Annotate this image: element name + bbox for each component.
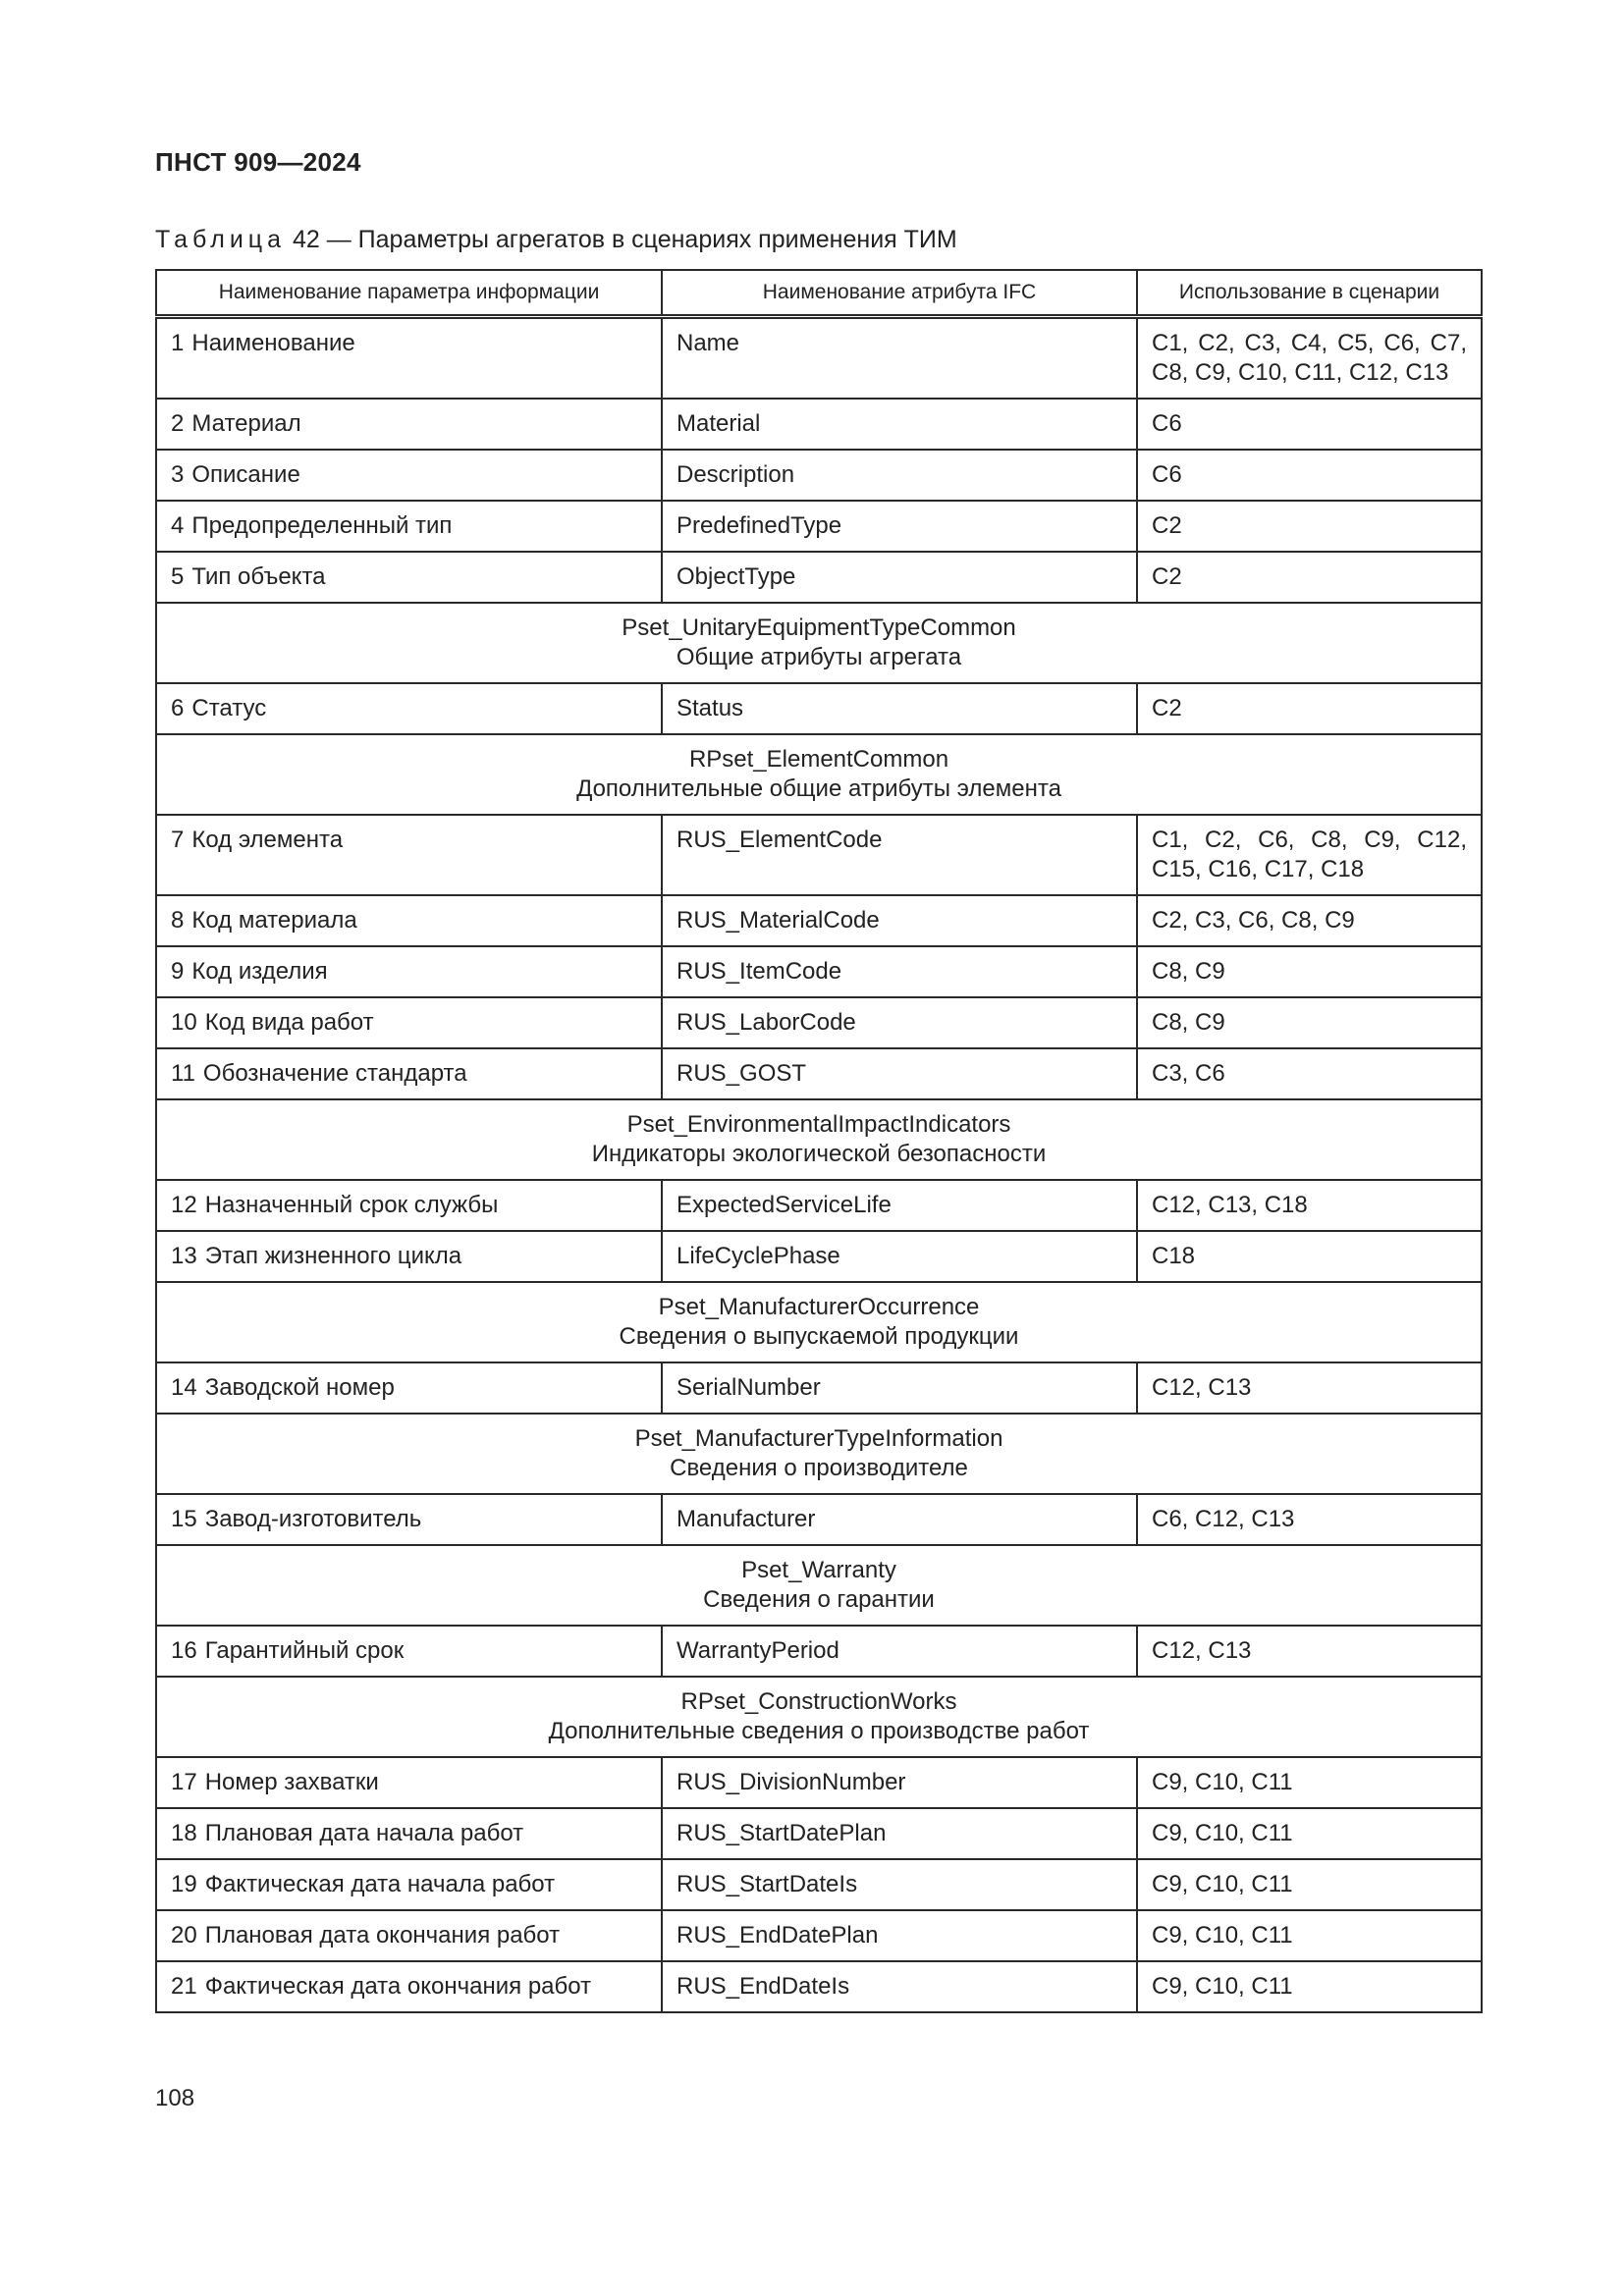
parameter-cell <box>156 552 662 603</box>
ifc-attribute-cell: WarrantyPeriod <box>662 1626 1137 1677</box>
parameter-number: 12 <box>171 1192 197 1218</box>
parameter-cell <box>156 1231 662 1282</box>
usage-cell: C6 <box>1137 399 1482 450</box>
usage-cell: C1, C2, C6, C8, C9, C12, C15, C16, C17, C18 <box>1137 815 1482 895</box>
table-row <box>156 946 1482 997</box>
parameter-cell <box>156 683 662 734</box>
usage-cell: C12, C13 <box>1137 1626 1482 1677</box>
parameter-name: Номер захватки <box>204 1769 379 1795</box>
parameter-name: Фактическая дата начала работ <box>204 1871 556 1897</box>
parameter-cell <box>156 1362 662 1414</box>
parameter-name: Код материала <box>191 907 357 934</box>
table-row <box>156 815 1482 895</box>
table-row <box>156 1626 1482 1677</box>
parameter-cell <box>156 317 662 400</box>
parameter-number: 20 <box>171 1922 197 1949</box>
column-header-ifc-attribute: Наименование атрибута IFC <box>662 270 1137 317</box>
group-pset-name: Pset_EnvironmentalImpactIndicators <box>626 1111 1011 1138</box>
table-row <box>156 450 1482 501</box>
parameter-name: Плановая дата начала работ <box>204 1820 524 1846</box>
parameter-number: 19 <box>171 1871 197 1897</box>
parameter-number: 1 <box>171 330 185 356</box>
parameter-number: 13 <box>171 1243 197 1269</box>
parameter-name: Назначенный срок службы <box>204 1192 499 1218</box>
parameter-cell <box>156 1808 662 1859</box>
parameter-cell <box>156 501 662 552</box>
group-pset-name: Pset_ManufacturerOccurrence <box>658 1294 980 1320</box>
table-caption-word: Таблица <box>155 226 287 253</box>
group-pset-name: RPset_ElementCommon <box>688 746 949 773</box>
group-description: Индикаторы экологической безопасности <box>591 1141 1047 1167</box>
group-heading <box>156 1099 1482 1180</box>
parameter-name: Заводской номер <box>204 1374 395 1401</box>
group-row <box>156 1545 1482 1626</box>
parameter-number: 16 <box>171 1637 197 1664</box>
parameter-cell <box>156 1910 662 1961</box>
parameter-number: 4 <box>171 512 185 539</box>
parameter-number: 21 <box>171 1973 197 2000</box>
parameter-name: Тип объекта <box>191 563 326 590</box>
usage-cell: C2 <box>1137 552 1482 603</box>
usage-cell: C12, C13 <box>1137 1362 1482 1414</box>
usage-cell: C2 <box>1137 501 1482 552</box>
table-row <box>156 552 1482 603</box>
usage-cell: C9, C10, C11 <box>1137 1808 1482 1859</box>
group-row <box>156 603 1482 683</box>
table-row <box>156 1494 1482 1545</box>
usage-cell: C9, C10, C11 <box>1137 1859 1482 1910</box>
usage-cell: C2, C3, C6, C8, C9 <box>1137 895 1482 946</box>
table-row <box>156 683 1482 734</box>
group-description: Сведения о гарантии <box>703 1586 935 1613</box>
parameter-name: Этап жизненного цикла <box>204 1243 462 1269</box>
ifc-attribute-cell: Material <box>662 399 1137 450</box>
parameter-number: 6 <box>171 695 185 721</box>
ifc-attribute-cell: SerialNumber <box>662 1362 1137 1414</box>
ifc-attribute-cell: RUS_EndDatePlan <box>662 1910 1137 1961</box>
usage-cell: C18 <box>1137 1231 1482 1282</box>
parameter-number: 11 <box>171 1060 195 1087</box>
group-pset-name: RPset_ConstructionWorks <box>680 1688 957 1715</box>
parameter-cell <box>156 997 662 1048</box>
parameter-cell <box>156 895 662 946</box>
parameter-number: 5 <box>171 563 185 590</box>
group-heading <box>156 1545 1482 1626</box>
group-heading <box>156 1677 1482 1757</box>
usage-cell: C1, C2, C3, C4, C5, C6, C7, C8, C9, C10, C11, C12, C13 <box>1137 317 1482 400</box>
parameter-name: Код изделия <box>191 958 328 985</box>
group-description: Сведения о выпускаемой продукции <box>619 1323 1019 1350</box>
ifc-attribute-cell: Description <box>662 450 1137 501</box>
group-pset-name: Pset_Warranty <box>741 1557 896 1583</box>
group-row <box>156 1099 1482 1180</box>
ifc-attribute-cell: Name <box>662 317 1137 400</box>
usage-cell: C9, C10, C11 <box>1137 1910 1482 1961</box>
usage-cell: C6 <box>1137 450 1482 501</box>
table-caption <box>155 226 957 254</box>
group-heading <box>156 603 1482 683</box>
table-row <box>156 317 1482 400</box>
table-row <box>156 1048 1482 1099</box>
ifc-attribute-cell: RUS_GOST <box>662 1048 1137 1099</box>
parameter-name: Гарантийный срок <box>204 1637 405 1664</box>
ifc-attribute-cell: RUS_StartDatePlan <box>662 1808 1137 1859</box>
group-heading <box>156 1282 1482 1362</box>
ifc-attribute-cell: RUS_ElementCode <box>662 815 1137 895</box>
group-heading <box>156 734 1482 815</box>
parameter-name: Материал <box>191 410 301 437</box>
parameter-name: Наименование <box>191 330 355 356</box>
table-row <box>156 895 1482 946</box>
parameter-name: Плановая дата окончания работ <box>204 1922 561 1949</box>
ifc-attribute-cell: RUS_MaterialCode <box>662 895 1137 946</box>
column-header-usage: Использование в сценарии <box>1137 270 1482 317</box>
table-header <box>156 270 1482 317</box>
parameters-table <box>155 269 1483 2013</box>
ifc-attribute-cell: RUS_LaborCode <box>662 997 1137 1048</box>
usage-cell: C9, C10, C11 <box>1137 1961 1482 2012</box>
usage-cell: C6, C12, C13 <box>1137 1494 1482 1545</box>
table-row <box>156 1362 1482 1414</box>
parameter-cell <box>156 815 662 895</box>
parameter-cell <box>156 1757 662 1808</box>
usage-cell: C2 <box>1137 683 1482 734</box>
table-row <box>156 1910 1482 1961</box>
group-pset-name: Pset_ManufacturerTypeInformation <box>634 1425 1003 1452</box>
parameter-number: 2 <box>171 410 185 437</box>
group-row <box>156 1677 1482 1757</box>
table-row <box>156 1231 1482 1282</box>
parameter-name: Статус <box>191 695 267 721</box>
usage-cell: C8, C9 <box>1137 946 1482 997</box>
ifc-attribute-cell: ExpectedServiceLife <box>662 1180 1137 1231</box>
group-description: Общие атрибуты агрегата <box>676 644 962 670</box>
table-row <box>156 1757 1482 1808</box>
parameter-cell <box>156 1494 662 1545</box>
parameter-number: 9 <box>171 958 185 985</box>
parameter-number: 18 <box>171 1820 197 1846</box>
ifc-attribute-cell: PredefinedType <box>662 501 1137 552</box>
parameter-cell <box>156 1626 662 1677</box>
parameter-name: Код вида работ <box>204 1009 374 1036</box>
usage-cell: C12, C13, C18 <box>1137 1180 1482 1231</box>
group-row <box>156 1282 1482 1362</box>
parameter-cell <box>156 1048 662 1099</box>
table-row <box>156 1961 1482 2012</box>
group-row <box>156 734 1482 815</box>
parameter-cell <box>156 946 662 997</box>
table-header-row <box>156 270 1482 317</box>
page-number: 108 <box>155 2085 195 2111</box>
parameter-number: 3 <box>171 461 185 488</box>
group-heading <box>156 1414 1482 1494</box>
parameter-name: Фактическая дата окончания работ <box>204 1973 592 2000</box>
parameter-number: 7 <box>171 827 185 853</box>
group-pset-name: Pset_UnitaryEquipmentTypeCommon <box>622 614 1016 641</box>
parameter-name: Обозначение стандарта <box>202 1060 467 1087</box>
table-body <box>156 317 1482 2013</box>
parameter-name: Завод-изготовитель <box>204 1506 422 1532</box>
ifc-attribute-cell: Manufacturer <box>662 1494 1137 1545</box>
table-row <box>156 1859 1482 1910</box>
table-row <box>156 501 1482 552</box>
table-row <box>156 997 1482 1048</box>
table-row <box>156 1180 1482 1231</box>
ifc-attribute-cell: RUS_ItemCode <box>662 946 1137 997</box>
parameter-cell <box>156 399 662 450</box>
parameter-number: 15 <box>171 1506 197 1532</box>
usage-cell: C9, C10, C11 <box>1137 1757 1482 1808</box>
group-description: Сведения о производителе <box>670 1455 968 1481</box>
parameter-cell <box>156 1859 662 1910</box>
table-row <box>156 399 1482 450</box>
parameter-cell <box>156 1180 662 1231</box>
column-header-parameter: Наименование параметра информации <box>156 270 662 317</box>
table-row <box>156 1808 1482 1859</box>
parameter-name: Код элемента <box>191 827 344 853</box>
group-row <box>156 1414 1482 1494</box>
usage-cell: C8, C9 <box>1137 997 1482 1048</box>
usage-cell: C3, C6 <box>1137 1048 1482 1099</box>
parameter-number: 14 <box>171 1374 197 1401</box>
table-caption-text: 42 — Параметры агрегатов в сценариях применения ТИМ <box>292 226 957 253</box>
ifc-attribute-cell: RUS_StartDateIs <box>662 1859 1137 1910</box>
group-description: Дополнительные общие атрибуты элемента <box>576 775 1061 802</box>
parameter-name: Описание <box>191 461 300 488</box>
ifc-attribute-cell: Status <box>662 683 1137 734</box>
parameter-cell <box>156 1961 662 2012</box>
parameter-name: Предопределенный тип <box>191 512 453 539</box>
ifc-attribute-cell: RUS_DivisionNumber <box>662 1757 1137 1808</box>
group-description: Дополнительные сведения о производстве работ <box>548 1718 1090 1744</box>
ifc-attribute-cell: LifeCyclePhase <box>662 1231 1137 1282</box>
parameter-number: 10 <box>171 1009 197 1036</box>
ifc-attribute-cell: ObjectType <box>662 552 1137 603</box>
ifc-attribute-cell: RUS_EndDateIs <box>662 1961 1137 2012</box>
document-code: ПНСТ 909—2024 <box>155 147 361 177</box>
parameter-number: 8 <box>171 907 185 934</box>
parameter-number: 17 <box>171 1769 197 1795</box>
parameter-cell <box>156 450 662 501</box>
